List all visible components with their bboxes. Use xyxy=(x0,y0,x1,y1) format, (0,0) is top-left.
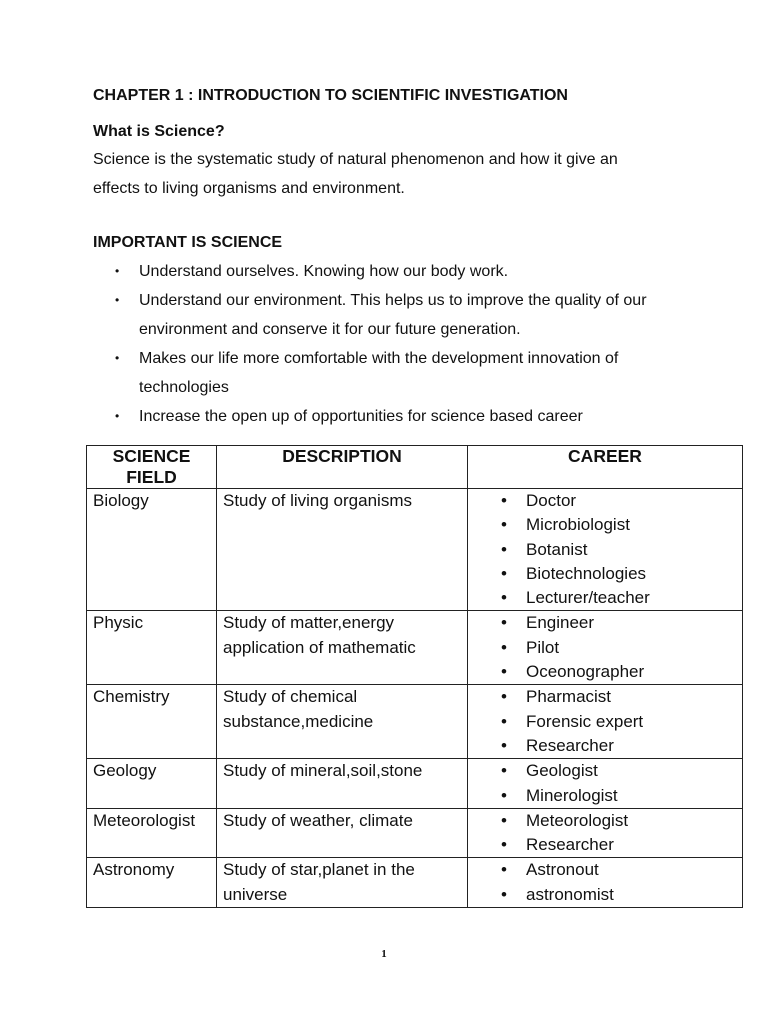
description-cell: Study of matter,energy application of mathematic xyxy=(217,611,468,685)
science-field-cell: Chemistry xyxy=(87,685,217,759)
table-body xyxy=(87,489,743,908)
career-list xyxy=(474,685,736,758)
page-number: 1 xyxy=(381,948,387,960)
career-item: • Lecturer/teacher xyxy=(501,586,736,610)
career-item: • Biotechnologies xyxy=(501,562,736,586)
career-item: • Pilot xyxy=(501,636,736,660)
career-cell xyxy=(468,489,743,611)
table-row xyxy=(87,808,743,858)
header-description: DESCRIPTION xyxy=(217,446,468,489)
science-fields-table xyxy=(86,445,743,908)
career-cell xyxy=(468,611,743,685)
table-header-row xyxy=(87,446,743,489)
career-cell xyxy=(468,759,743,809)
career-item: • Doctor xyxy=(501,489,736,513)
section-heading-importance: IMPORTANT IS SCIENCE xyxy=(93,234,283,251)
importance-list xyxy=(93,257,743,431)
career-list xyxy=(474,858,736,907)
table-row xyxy=(87,685,743,759)
header-career: CAREER xyxy=(468,446,743,489)
career-item: • Meteorologist xyxy=(501,809,736,833)
career-cell xyxy=(468,808,743,858)
description-cell: Study of mineral,soil,stone xyxy=(217,759,468,809)
bullet-icon: • xyxy=(115,409,120,423)
description-cell: Study of weather, climate xyxy=(217,808,468,858)
description-cell: Study of chemical substance,medicine xyxy=(217,685,468,759)
career-item: • Forensic expert xyxy=(501,710,736,734)
career-cell xyxy=(468,685,743,759)
science-field-cell: Geology xyxy=(87,759,217,809)
career-item: • Botanist xyxy=(501,538,736,562)
career-item: • Minerologist xyxy=(501,784,736,808)
chapter-title: CHAPTER 1 : INTRODUCTION TO SCIENTIFIC INVESTIGATION xyxy=(93,87,568,104)
importance-item: • Understand our environment. This helps us to improve the quality of our environment and conserve it for our future generation. xyxy=(93,286,699,344)
science-field-cell: Biology xyxy=(87,489,217,611)
description-cell: Study of living organisms xyxy=(217,489,468,611)
career-list xyxy=(474,611,736,684)
career-item: • Oceonographer xyxy=(501,660,736,684)
career-item: • Pharmacist xyxy=(501,685,736,709)
table-row xyxy=(87,858,743,908)
career-list xyxy=(474,759,736,808)
bullet-icon: • xyxy=(115,264,120,278)
career-item: • Engineer xyxy=(501,611,736,635)
table-row xyxy=(87,759,743,809)
career-list xyxy=(474,809,736,858)
career-item: • Researcher xyxy=(501,833,736,857)
table-row xyxy=(87,611,743,685)
career-item: • Microbiologist xyxy=(501,513,736,537)
importance-item: • Understand ourselves. Knowing how our body work. xyxy=(93,257,699,286)
career-item: • Geologist xyxy=(501,759,736,783)
science-definition-paragraph: Science is the systematic study of natural phenomenon and how it give an effects to living organisms and environment. xyxy=(93,151,618,197)
bullet-icon: • xyxy=(115,351,120,365)
science-field-cell: Astronomy xyxy=(87,858,217,908)
career-item: • astronomist xyxy=(501,883,736,907)
header-science-field: SCIENCE FIELD xyxy=(87,446,217,489)
career-item: • Researcher xyxy=(501,734,736,758)
document-page xyxy=(93,84,743,431)
section-heading-what-is-science: What is Science? xyxy=(93,123,225,140)
description-cell: Study of star,planet in the universe xyxy=(217,858,468,908)
table-row xyxy=(87,489,743,611)
bullet-icon: • xyxy=(115,293,120,307)
importance-item: • Increase the open up of opportunities for science based career xyxy=(93,402,699,431)
science-field-cell: Physic xyxy=(87,611,217,685)
career-item: • Astronout xyxy=(501,858,736,882)
career-list xyxy=(474,489,736,610)
science-field-cell: Meteorologist xyxy=(87,808,217,858)
career-cell xyxy=(468,858,743,908)
importance-item: • Makes our life more comfortable with the development innovation of technologies xyxy=(93,344,699,402)
